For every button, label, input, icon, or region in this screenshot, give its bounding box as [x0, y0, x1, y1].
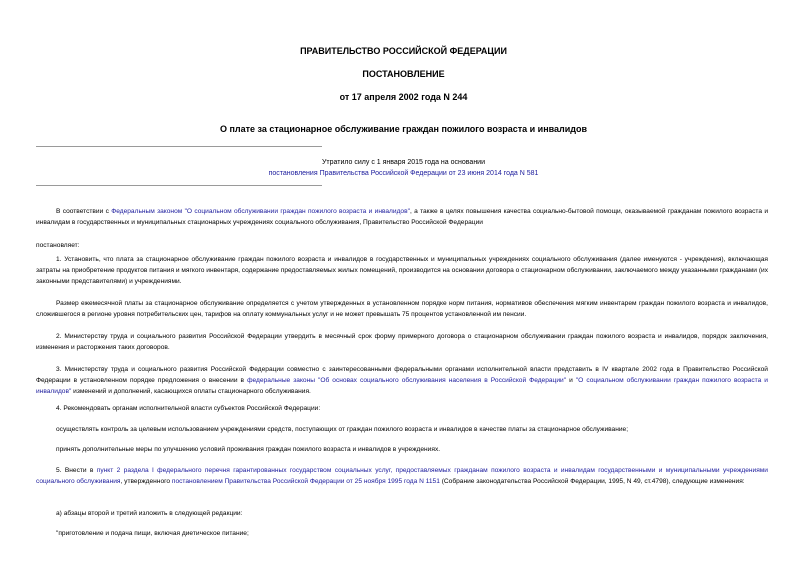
- paragraph-4: 4. Рекомендовать органам исполнительной власти субъектов Российской Федерации:: [56, 405, 321, 412]
- resolution-1151-link[interactable]: постановлением Правительства Российской Федерации от 25 ноября 1995 года N 1151: [171, 478, 440, 485]
- status-divider-top: [36, 146, 322, 147]
- paragraph-5-quote: "приготовление и подача пищи, включая диетическое питание;: [56, 530, 249, 537]
- paragraph-3-text: 3. Министерству труда и социального развития Российской Федерации совместно с заинтересованными федеральными органами исполнительной власти представить в IV квартале 2002 года в Правительство Российской Федерации в установленном порядке предложения о внесении в: [36, 366, 768, 384]
- government-heading: ПРАВИТЕЛЬСТВО РОССИЙСКОЙ ФЕДЕРАЦИИ: [300, 46, 507, 56]
- paragraph-5-text: 5. Внести в: [56, 467, 97, 474]
- document-title: О плате за стационарное обслуживание граждан пожилого возраста и инвалидов: [219, 124, 588, 134]
- preamble-paragraph: [36, 206, 768, 228]
- preamble-text: В соответствии с: [56, 208, 112, 215]
- paragraph-5: [36, 465, 768, 487]
- document-type: ПОСТАНОВЛЕНИЕ: [362, 69, 445, 79]
- paragraph-2: 2. Министерству труда и социального развития Российской Федерации утвердить в месячный срок форму примерного договора о стационарном обслуживании граждан пожилого возраста и инвалидов, порядок заключения, изменения и расторжения таких договоров.: [36, 333, 768, 351]
- basics-law-link[interactable]: федеральные законы "Об основах социального обслуживания населения в Российской Федерации": [247, 377, 567, 384]
- paragraph-3-conj: и: [566, 377, 576, 384]
- document-date: от 17 апреля 2002 года N 244: [339, 92, 468, 102]
- decree-word: постановляет:: [36, 242, 80, 249]
- paragraph-5-a: а) абзацы второй и третий изложить в следующей редакции:: [56, 510, 243, 517]
- federal-law-link[interactable]: Федеральным законом "О социальном обслуживании граждан пожилого возраста и инвалидов": [111, 208, 410, 215]
- paragraph-5-mid: , утвержденного: [120, 478, 172, 485]
- repeal-link[interactable]: постановления Правительства Российской Федерации от 23 июня 2014 года N 581: [268, 170, 539, 177]
- social-service-law-link[interactable]: "О социальном обслуживании граждан пожилого возраста и инвалидов": [36, 377, 768, 395]
- paragraph-5-text-end: (Собрание законодательства Российской Федерации, 1995, N 49, ст.4798), следующие изменения:: [439, 478, 745, 485]
- paragraph-4-b: принять дополнительные меры по улучшению условий проживания граждан пожилого возраста и инвалидов в учреждениях.: [56, 446, 441, 453]
- federal-list-link[interactable]: пункт 2 раздела I федерального перечня гарантированных государством социальных услуг, предоставляемых гражданам пожилого возраста и инвалидам государственными и муниципальными учреждениями социального обслуживания: [36, 467, 768, 485]
- paragraph-1: 1. Установить, что плата за стационарное обслуживание граждан пожилого возраста и инвалидов в государственных и муниципальных учреждениях социального обслуживания (далее именуются - учреждения), включающая затраты на приобретение продуктов питания и мягкого инвентаря, содержание предоставляемых жилых помещений, производится на основании договора о стационарном обслуживании, заключаемого между указанными гражданами (их законными представителями) и учреждениями.: [36, 256, 768, 285]
- paragraph-3: [36, 364, 768, 397]
- paragraph-3-text-end: изменений и дополнений, касающихся оплаты стационарного обслуживания.: [71, 388, 311, 395]
- paragraph-1-b: Размер ежемесячной платы за стационарное обслуживание определяется с учетом утвержденных в установленном порядке норм питания, нормативов обеспечения мягким инвентарем граждан пожилого возраста и инвалидов, сложившегося в регионе уровня потребительских цен, тарифов на оплату коммунальных услуг и не может превышать 75 процентов установленной им пенсии.: [36, 300, 768, 318]
- repeal-notice: Утратило силу с 1 января 2015 года на основании: [321, 159, 486, 166]
- preamble-text-cont: , а также в целях повышения качества социально-бытовой помощи, оказываемой гражданам пожилого возраста и инвалидам в государственных и муниципальных стационарных учреждениях социального обслуживания, Правительство Российской Федерации: [36, 208, 768, 226]
- paragraph-4-a: осуществлять контроль за целевым использованием учреждениями средств, поступающих от граждан пожилого возраста и инвалидов в качестве платы за стационарное обслуживание;: [56, 426, 629, 433]
- status-divider-bottom: [36, 185, 322, 186]
